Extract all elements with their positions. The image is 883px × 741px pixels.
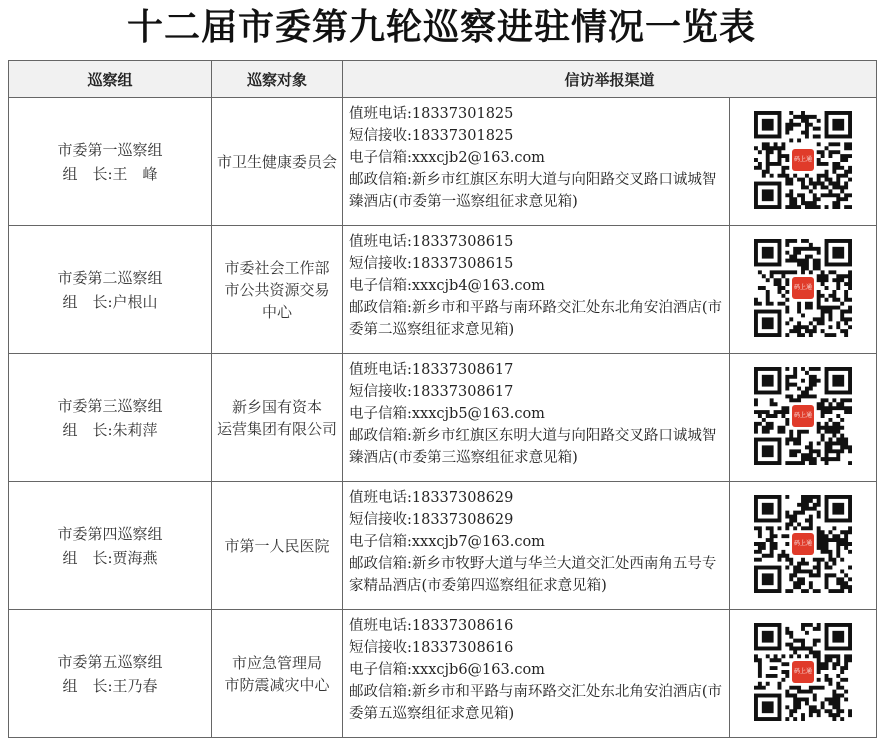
qr-code-icon[interactable] (754, 495, 852, 593)
duty-phone: 值班电话:18337308616 (349, 618, 514, 634)
cell-target (212, 226, 343, 354)
cell-channels (343, 610, 730, 738)
cell-group (9, 610, 212, 738)
header-channels: 信访举报渠道 (343, 61, 877, 98)
target-line: 新乡国有资本 (231, 397, 322, 416)
sms-number: 短信接收:18337308615 (349, 256, 514, 272)
inspection-table (8, 60, 877, 738)
qr-badge: 码上通 (792, 277, 814, 299)
cell-qr (730, 610, 877, 738)
email-address: 电子信箱:xxxcjb7@163.com (349, 534, 545, 550)
postal-address: 邮政信箱:新乡市红旗区东明大道与向阳路交叉路口诚城智臻酒店(市委第三巡察组征求意见箱) (349, 428, 717, 466)
header-group: 巡察组 (9, 61, 212, 98)
target-line: 市防震减灾中心 (224, 675, 330, 694)
qr-badge: 码上通 (792, 405, 814, 427)
group-name: 市委第五巡察组 (57, 652, 163, 671)
cell-target (212, 610, 343, 738)
cell-target (212, 98, 343, 226)
group-name: 市委第三巡察组 (57, 396, 163, 415)
postal-address: 邮政信箱:新乡市和平路与南环路交汇处东北角安泊酒店(市委第二巡察组征求意见箱) (349, 300, 723, 338)
group-leader: 组 长:户根山 (62, 292, 158, 311)
table-row (9, 226, 877, 354)
target-line: 市公共资源交易 (224, 280, 330, 299)
qr-badge: 码上通 (792, 149, 814, 171)
cell-channels (343, 98, 730, 226)
cell-qr (730, 98, 877, 226)
sms-number: 短信接收:18337308616 (349, 640, 514, 656)
group-leader: 组 长:王乃春 (62, 676, 158, 695)
qr-badge: 码上通 (792, 533, 814, 555)
qr-code-icon[interactable] (754, 111, 852, 209)
cell-group (9, 98, 212, 226)
duty-phone: 值班电话:18337308629 (349, 490, 514, 506)
cell-qr (730, 482, 877, 610)
group-name: 市委第二巡察组 (57, 268, 163, 287)
email-address: 电子信箱:xxxcjb2@163.com (349, 150, 545, 166)
cell-qr (730, 354, 877, 482)
target-line: 运营集团有限公司 (216, 419, 337, 438)
postal-address: 邮政信箱:新乡市牧野大道与华兰大道交汇处西南角五号专家精品酒店(市委第四巡察组征求意见箱) (349, 556, 717, 594)
cell-group (9, 226, 212, 354)
postal-address: 邮政信箱:新乡市红旗区东明大道与向阳路交叉路口诚城智臻酒店(市委第一巡察组征求意见箱) (349, 172, 717, 210)
duty-phone: 值班电话:18337301825 (349, 106, 514, 122)
qr-badge: 码上通 (792, 661, 814, 683)
email-address: 电子信箱:xxxcjb5@163.com (349, 406, 545, 422)
group-leader: 组 长:贾海燕 (62, 548, 158, 567)
sms-number: 短信接收:18337301825 (349, 128, 514, 144)
cell-group (9, 354, 212, 482)
table-row (9, 482, 877, 610)
table-row (9, 354, 877, 482)
postal-address: 邮政信箱:新乡市和平路与南环路交汇处东北角安泊酒店(市委第五巡察组征求意见箱) (349, 684, 723, 722)
cell-target (212, 354, 343, 482)
cell-channels (343, 226, 730, 354)
qr-code-icon[interactable] (754, 623, 852, 721)
page-title: 十二届市委第九轮巡察进驻情况一览表 (126, 6, 756, 48)
table-row (9, 610, 877, 738)
target-line: 市委社会工作部 (224, 258, 330, 277)
duty-phone: 值班电话:18337308617 (349, 362, 514, 378)
qr-code-icon[interactable] (754, 239, 852, 337)
cell-group (9, 482, 212, 610)
cell-channels (343, 354, 730, 482)
group-name: 市委第一巡察组 (57, 140, 163, 159)
duty-phone: 值班电话:18337308615 (349, 234, 514, 250)
email-address: 电子信箱:xxxcjb4@163.com (349, 278, 545, 294)
group-leader: 组 长:朱莉萍 (62, 420, 158, 439)
cell-qr (730, 226, 877, 354)
sms-number: 短信接收:18337308629 (349, 512, 514, 528)
group-name: 市委第四巡察组 (57, 524, 163, 543)
group-leader: 组 长:王 峰 (62, 164, 158, 183)
sms-number: 短信接收:18337308617 (349, 384, 514, 400)
table-row (9, 98, 877, 226)
target-line: 市第一人民医院 (224, 536, 330, 555)
table-header-row (9, 61, 877, 98)
table-body (9, 98, 877, 738)
email-address: 电子信箱:xxxcjb6@163.com (349, 662, 545, 678)
target-line: 中心 (261, 302, 292, 321)
cell-channels (343, 482, 730, 610)
header-target: 巡察对象 (212, 61, 343, 98)
cell-target (212, 482, 343, 610)
target-line: 市卫生健康委员会 (216, 152, 337, 171)
qr-code-icon[interactable] (754, 367, 852, 465)
target-line: 市应急管理局 (231, 653, 322, 672)
